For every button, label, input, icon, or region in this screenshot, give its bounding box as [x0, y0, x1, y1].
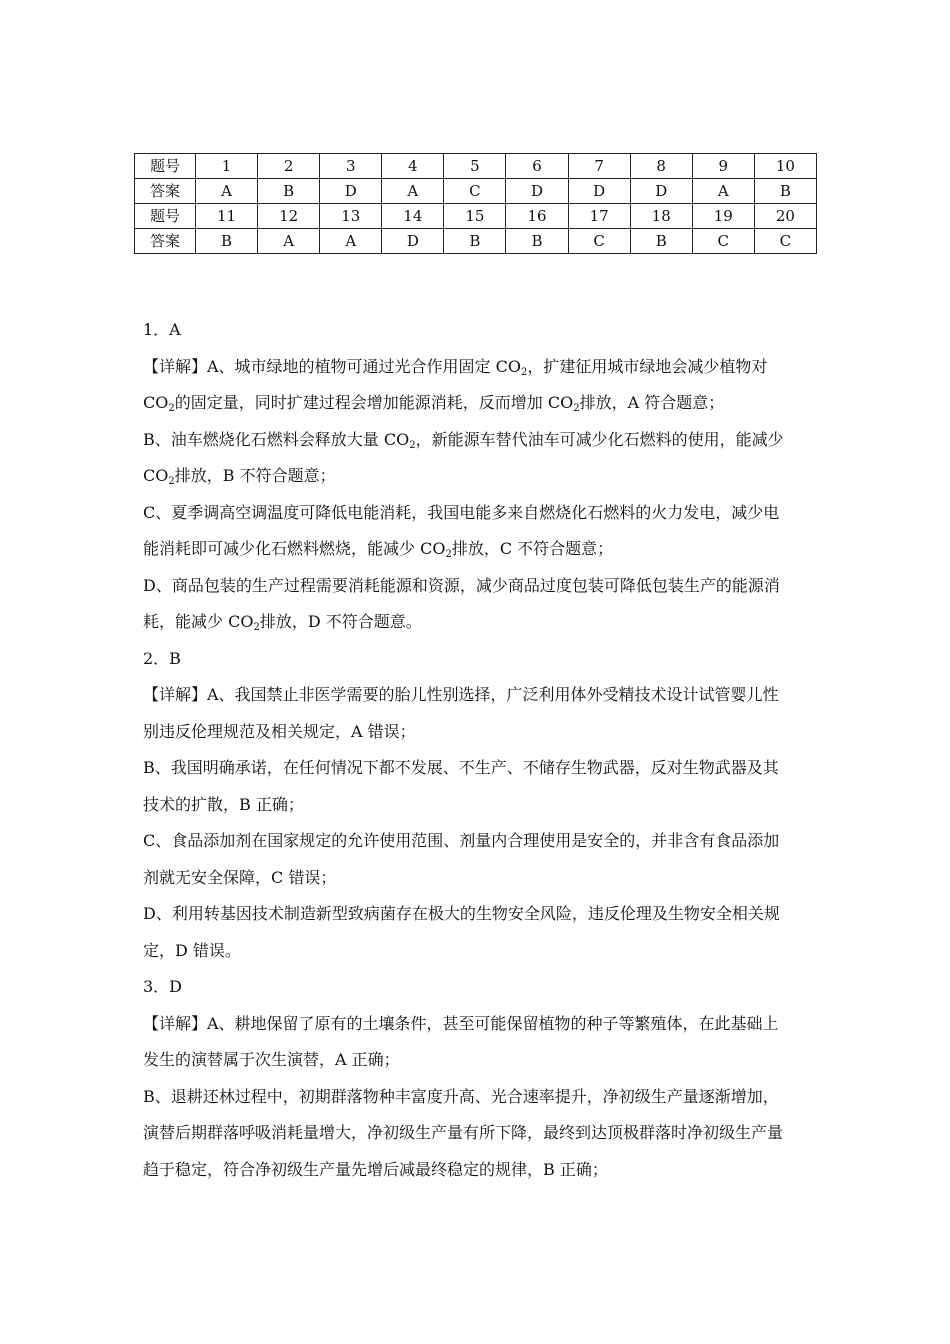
- text-segment: D、商品包装的生产过程需要消耗能源和资源，减少商品过度包装可降低包装生产的能源消: [143, 575, 780, 595]
- table-cell: D: [320, 179, 382, 204]
- table-cell: 16: [506, 204, 568, 229]
- text-segment: 【详解】A、城市绿地的植物可通过光合作用固定 CO: [143, 356, 522, 376]
- table-cell: A: [692, 179, 754, 204]
- table-row: [135, 154, 817, 179]
- text-segment: 技术的扩散，B 正确；: [143, 794, 304, 814]
- text-segment: 1．A: [143, 320, 181, 339]
- text-line: [143, 860, 813, 897]
- text-segment: 排放，A 符合题意；: [579, 393, 725, 412]
- row-header: 题号: [135, 154, 196, 179]
- text-line: [143, 677, 813, 714]
- text-segment: 剂就无安全保障，C 错误；: [143, 867, 337, 887]
- text-segment: CO: [143, 466, 169, 485]
- table-cell: B: [258, 179, 320, 204]
- table-cell: C: [754, 229, 816, 254]
- text-segment: CO: [143, 393, 169, 412]
- text-segment: 排放，B 不符合题意；: [174, 466, 336, 485]
- table-cell: 19: [692, 204, 754, 229]
- subscript: 2: [445, 549, 452, 560]
- table-cell: 5: [444, 154, 506, 179]
- text-segment: 能消耗即可减少化石燃料燃烧，能减少 CO: [143, 539, 446, 558]
- text-line: [143, 312, 813, 349]
- text-segment: 别违反伦理规范及相关规定，A 错误；: [143, 721, 416, 741]
- text-segment: ，新能源车替代油车可减少化石燃料的使用，能减少: [415, 429, 784, 449]
- text-line: [143, 1042, 813, 1079]
- text-segment: B、我国明确承诺，在任何情况下都不发展、不生产、不储存生物武器，反对生物武器及其: [143, 758, 779, 777]
- table-cell: D: [382, 229, 444, 254]
- text-line: [143, 787, 813, 824]
- text-segment: 排放，C 不符合题意；: [451, 539, 614, 558]
- table-cell: A: [320, 229, 382, 254]
- table-row: [135, 204, 817, 229]
- text-line: [143, 422, 813, 459]
- table-cell: 20: [754, 204, 816, 229]
- table-cell: 14: [382, 204, 444, 229]
- table-row: [135, 229, 817, 254]
- table-cell: B: [630, 229, 692, 254]
- text-line: [143, 714, 813, 751]
- text-line: [143, 495, 813, 532]
- text-line: [143, 823, 813, 860]
- text-segment: 排放，D 不符合题意。: [259, 612, 422, 631]
- table-cell: 7: [568, 154, 630, 179]
- text-segment: 发生的演替属于次生演替，A 正确；: [143, 1050, 400, 1069]
- text-line: [143, 458, 813, 495]
- text-segment: 演替后期群落呼吸消耗量增大，净初级生产量有所下降，最终到达顶极群落时净初级生产量: [143, 1123, 784, 1142]
- table-cell: 9: [692, 154, 754, 179]
- table-cell: 6: [506, 154, 568, 179]
- text-segment: 【详解】A、我国禁止非医学需要的胎儿性别选择，广泛利用体外受精技术设计试管婴儿性: [143, 685, 779, 704]
- row-header: 答案: [135, 229, 196, 254]
- table-cell: 13: [320, 204, 382, 229]
- subscript: 2: [253, 622, 260, 633]
- text-line: [143, 933, 813, 970]
- explanation-text: [143, 312, 813, 1188]
- table-cell: A: [382, 179, 444, 204]
- text-segment: C、食品添加剂在国家规定的允许使用范围、剂量内合理使用是安全的，并非含有食品添加: [143, 831, 780, 850]
- text-line: [143, 568, 813, 605]
- text-segment: 趋于稳定，符合净初级生产量先增后减最终稳定的规律，B 正确；: [143, 1159, 608, 1179]
- text-segment: 3．D: [143, 977, 183, 996]
- table-cell: B: [754, 179, 816, 204]
- table-cell: C: [568, 229, 630, 254]
- table-cell: A: [258, 229, 320, 254]
- text-line: [143, 896, 813, 933]
- subscript: 2: [573, 403, 580, 414]
- row-header: 答案: [135, 179, 196, 204]
- text-line: [143, 1006, 813, 1043]
- table-cell: 1: [196, 154, 258, 179]
- text-segment: B、油车燃烧化石燃料会释放大量 CO: [143, 429, 410, 449]
- table-cell: 18: [630, 204, 692, 229]
- text-segment: 2．B: [143, 648, 181, 668]
- subscript: 2: [168, 476, 175, 487]
- table-cell: B: [444, 229, 506, 254]
- table-cell: B: [196, 229, 258, 254]
- table-cell: D: [630, 179, 692, 204]
- table-cell: 10: [754, 154, 816, 179]
- text-segment: 的固定量，同时扩建过程会增加能源消耗，反而增加 CO: [174, 393, 574, 412]
- subscript: 2: [409, 439, 416, 451]
- table-cell: 17: [568, 204, 630, 229]
- text-line: [143, 531, 813, 568]
- text-segment: B、退耕还林过程中，初期群落物种丰富度升高、光合速率提升，净初级生产量逐渐增加，: [143, 1086, 779, 1106]
- text-segment: 定，D 错误。: [143, 940, 241, 960]
- text-line: [143, 385, 813, 422]
- text-line: [143, 1079, 813, 1116]
- table-cell: 11: [196, 204, 258, 229]
- text-line: [143, 604, 813, 641]
- table-cell: 15: [444, 204, 506, 229]
- text-segment: C、夏季调高空调温度可降低电能消耗，我国电能多来自燃烧化石燃料的火力发电，减少电: [143, 502, 780, 522]
- table-cell: 2: [258, 154, 320, 179]
- table-cell: 12: [258, 204, 320, 229]
- table-cell: C: [692, 229, 754, 254]
- table-cell: 3: [320, 154, 382, 179]
- subscript: 2: [168, 403, 175, 414]
- text-segment: ，扩建征用城市绿地会减少植物对: [527, 356, 768, 376]
- table-cell: A: [196, 179, 258, 204]
- text-segment: D、利用转基因技术制造新型致病菌存在极大的生物安全风险，违反伦理及生物安全相关规: [143, 904, 780, 923]
- row-header: 题号: [135, 204, 196, 229]
- text-line: [143, 1152, 813, 1189]
- answer-table: [134, 153, 817, 254]
- table-cell: C: [444, 179, 506, 204]
- table-cell: D: [568, 179, 630, 204]
- table-cell: 4: [382, 154, 444, 179]
- text-line: [143, 641, 813, 678]
- text-line: [143, 969, 813, 1006]
- text-segment: 【详解】A、耕地保留了原有的土壤条件，甚至可能保留植物的种子等繁殖体，在此基础上: [143, 1013, 779, 1033]
- text-line: [143, 349, 813, 386]
- subscript: 2: [521, 366, 528, 378]
- text-segment: 耗，能减少 CO: [143, 612, 254, 631]
- table-cell: B: [506, 229, 568, 254]
- table-cell: 8: [630, 154, 692, 179]
- table-row: [135, 179, 817, 204]
- text-line: [143, 750, 813, 787]
- text-line: [143, 1115, 813, 1152]
- table-cell: D: [506, 179, 568, 204]
